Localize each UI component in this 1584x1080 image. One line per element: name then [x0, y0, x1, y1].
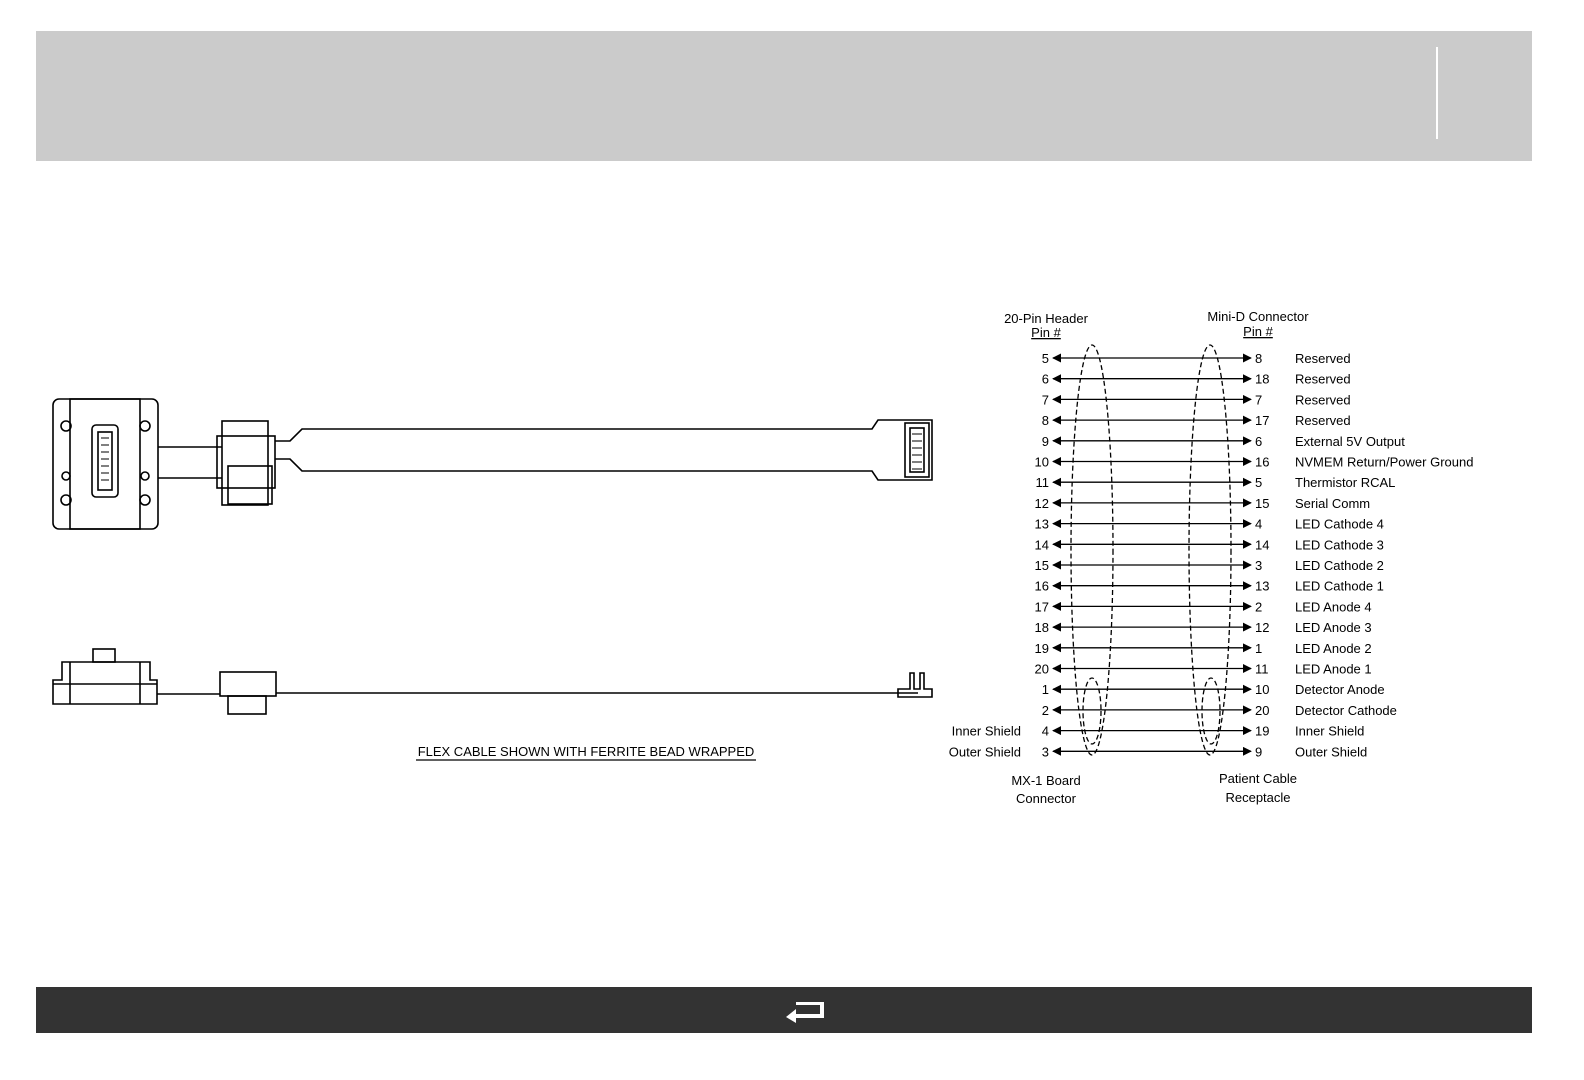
signal-name: Reserved [1295, 351, 1351, 366]
right-pin-number: 16 [1255, 454, 1270, 470]
right-pin-number: 18 [1255, 371, 1270, 387]
pin-row [1035, 641, 1372, 656]
signal-name: LED Cathode 2 [1295, 558, 1384, 573]
right-header: Mini-D Connector [1207, 309, 1309, 324]
right-pin-number: 14 [1255, 537, 1270, 553]
signal-name: Detector Cathode [1295, 702, 1397, 718]
signal-name: Reserved [1295, 392, 1351, 408]
return-arrow-icon [780, 995, 836, 1027]
right-detector-ellipse [1202, 678, 1220, 744]
right-pin-number: 5 [1255, 475, 1263, 491]
left-footer-line1: MX-1 Board [1011, 773, 1081, 788]
left-pin-number: 1 [1041, 682, 1049, 698]
left-cable-ellipse [1071, 345, 1113, 755]
signal-name: Outer Shield [1295, 744, 1368, 760]
right-pin-number: 9 [1255, 744, 1263, 760]
right-pin-number: 7 [1255, 392, 1263, 408]
right-pin-number: 3 [1255, 558, 1263, 573]
left-footer-line2: Connector [1016, 791, 1076, 806]
left-pin-number: 20 [1034, 661, 1049, 677]
return-button[interactable] [780, 995, 836, 1027]
right-footer-line2: Receptacle [1225, 790, 1291, 805]
left-pin-number: 14 [1034, 537, 1049, 553]
signal-name: Reserved [1295, 413, 1351, 429]
signal-name: LED Cathode 1 [1295, 578, 1384, 594]
right-footer-line1: Patient Cable [1218, 771, 1298, 786]
right-pin-number: 2 [1255, 599, 1263, 615]
right-pin-number: 17 [1255, 413, 1270, 429]
right-pin-number: 20 [1255, 702, 1270, 718]
pin-row [1035, 599, 1372, 614]
left-detector-ellipse [1083, 678, 1101, 744]
left-pin-number: 3 [1041, 744, 1049, 760]
pin-row [1035, 662, 1372, 677]
signal-name: LED Cathode 3 [1295, 537, 1384, 553]
pin-row [949, 744, 1368, 759]
left-signal-label: Outer Shield [948, 744, 1021, 760]
pin-row [1042, 682, 1385, 697]
pin-row [1035, 455, 1474, 470]
left-subheader: Pin # [1031, 325, 1061, 340]
left-pin-number: 12 [1034, 495, 1049, 511]
pin-row [1042, 351, 1351, 366]
right-pin-number: 19 [1255, 723, 1270, 739]
pin-row [1042, 413, 1351, 428]
left-pin-number: 17 [1034, 599, 1049, 615]
pin-row [1035, 579, 1384, 594]
right-cable-ellipse [1189, 345, 1231, 755]
right-pin-number: 1 [1255, 640, 1263, 656]
left-pin-number: 16 [1034, 578, 1049, 594]
right-pin-number: 10 [1255, 682, 1270, 698]
right-pin-number: 11 [1255, 661, 1269, 677]
pin-row [1042, 434, 1405, 449]
left-pin-number: 18 [1034, 620, 1049, 636]
left-pin-number: 5 [1041, 351, 1049, 366]
pin-row [1042, 372, 1351, 387]
pin-row [1035, 620, 1372, 635]
left-header: 20-Pin Header [1004, 311, 1088, 326]
pin-row [1035, 558, 1384, 573]
left-pin-number: 6 [1041, 371, 1049, 387]
right-pin-number: 15 [1255, 495, 1270, 511]
left-signal-label: Inner Shield [951, 723, 1021, 739]
left-pin-number: 7 [1041, 392, 1049, 408]
cable-caption: FLEX CABLE SHOWN WITH FERRITE BEAD WRAPPED [417, 744, 755, 759]
right-pin-number: 4 [1255, 516, 1263, 532]
signal-name: NVMEM Return/Power Ground [1295, 454, 1474, 470]
signal-name: Thermistor RCAL [1295, 475, 1396, 491]
left-pin-number: 10 [1034, 454, 1049, 470]
left-pin-number: 9 [1041, 433, 1049, 449]
left-pin-number: 11 [1035, 475, 1049, 491]
left-pin-number: 13 [1034, 516, 1049, 532]
signal-name: LED Cathode 4 [1295, 516, 1384, 532]
pin-row [1035, 517, 1384, 532]
signal-name: Inner Shield [1295, 723, 1365, 739]
pin-row [952, 724, 1365, 739]
signal-name: External 5V Output [1295, 433, 1405, 449]
right-subheader: Pin # [1243, 324, 1273, 339]
signal-name: LED Anode 3 [1295, 620, 1372, 636]
left-pin-number: 2 [1041, 702, 1049, 718]
right-pin-number: 6 [1255, 433, 1263, 449]
left-pin-number: 15 [1034, 558, 1049, 573]
right-pin-number: 13 [1255, 578, 1270, 594]
signal-name: Reserved [1295, 371, 1351, 387]
left-pin-number: 19 [1034, 640, 1049, 656]
left-pin-number: 4 [1041, 723, 1049, 739]
signal-name: LED Anode 1 [1295, 661, 1372, 677]
left-pin-number: 8 [1041, 413, 1049, 429]
pin-row [1035, 537, 1384, 552]
right-pin-number: 12 [1255, 620, 1270, 636]
pin-row [1035, 496, 1371, 511]
signal-name: LED Anode 2 [1295, 640, 1372, 656]
pin-row [1036, 475, 1396, 490]
footer-bar [36, 987, 1532, 1033]
signal-name: Detector Anode [1295, 682, 1385, 698]
signal-name: Serial Comm [1295, 495, 1371, 511]
signal-name: LED Anode 4 [1295, 599, 1372, 615]
right-pin-number: 8 [1255, 351, 1263, 366]
